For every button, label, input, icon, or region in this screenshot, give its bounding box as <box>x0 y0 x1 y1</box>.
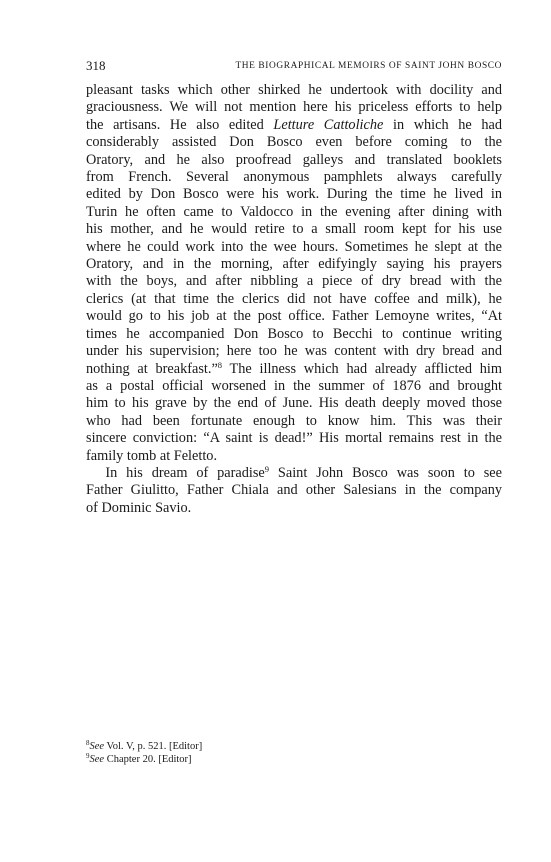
footnote-text: Vol. V, p. 521. [Editor] <box>104 741 203 752</box>
text-line: times he accompanied Don Bosco to Becchi to continue writing <box>86 325 502 342</box>
text-line: from French. Several anonymous pamphlets always carefully <box>86 169 502 186</box>
text-line <box>86 361 502 378</box>
text-line <box>86 117 502 134</box>
footnote-number: 8 <box>86 739 90 747</box>
running-head: THE BIOGRAPHICAL MEMOIRS OF SAINT JOHN BOSCO <box>235 61 502 71</box>
text-span: the artisans. He also edited <box>86 116 274 133</box>
text-line: Oratory, and he also proofread galleys and translated booklets <box>86 151 502 168</box>
text-line: of Dominic Savio. <box>86 499 192 516</box>
italic-title: Letture Cattoliche <box>273 116 384 133</box>
text-line: where he could work into the wee hours. Sometimes he slept at the <box>86 238 502 255</box>
text-line: would go to his job at the post office. Father Lemoyne writes, “At <box>86 308 502 325</box>
footnote-ref[interactable]: 9 <box>264 463 270 474</box>
text-line: graciousness. We will not mention here his priceless efforts to help <box>86 99 502 116</box>
text-span: The illness which had already afflicted him <box>222 360 502 377</box>
text-line: as a postal official worsened in the summer of 1876 and brought <box>86 377 502 394</box>
text-line: Oratory, and in the morning, after edifyingly saying his prayers <box>86 256 502 273</box>
text-line <box>86 465 502 482</box>
text-line: with the boys, and after nibbling a piece of dry bread with the <box>86 273 502 290</box>
footnotes <box>86 741 386 766</box>
footnote-text: Chapter 20. [Editor] <box>104 753 192 765</box>
text-line: pleasant tasks which other shirked he undertook with docility and <box>86 82 502 98</box>
body-text <box>86 82 502 517</box>
footnote-8 <box>86 741 386 754</box>
text-line: Turin he often came to Valdocco in the evening after dining with <box>86 203 502 220</box>
text-line: him to his grave by the end of June. His death deeply moved those <box>86 395 502 412</box>
text-span: nothing at breakfast.” <box>86 360 218 377</box>
page-number: 318 <box>86 58 106 73</box>
footnote-9 <box>86 751 386 767</box>
footnote-see: See <box>89 741 105 752</box>
footnote-ref[interactable]: 8 <box>217 359 223 370</box>
text-line: family tomb at Feletto. <box>86 447 218 464</box>
page-header <box>86 58 502 74</box>
text-line: under his supervision; here too he was content with dry bread and <box>86 343 502 360</box>
text-span: In his dream of paradise <box>105 464 265 481</box>
text-line: who had been fortunate enough to know him. This was their <box>86 412 502 429</box>
footnote-see: See <box>89 753 105 765</box>
text-line: Father Giulitto, Father Chiala and other Salesians in the company <box>86 482 502 499</box>
text-span: Saint John Bosco was soon to see <box>269 464 502 481</box>
text-line: clerics (at that time the clerics did not have coffee and milk), he <box>86 290 502 307</box>
footnote-number: 9 <box>86 751 90 760</box>
text-line: considerably assisted Don Bosco even before coming to the <box>86 134 502 151</box>
text-span: in which he had <box>383 116 503 133</box>
text-line: his mother, and he would retire to a small room kept for his use <box>86 221 502 238</box>
text-line: edited by Don Bosco were his work. During the time he lived in <box>86 186 502 203</box>
text-line: sincere conviction: “A saint is dead!” His mortal remains rest in the <box>86 430 502 447</box>
